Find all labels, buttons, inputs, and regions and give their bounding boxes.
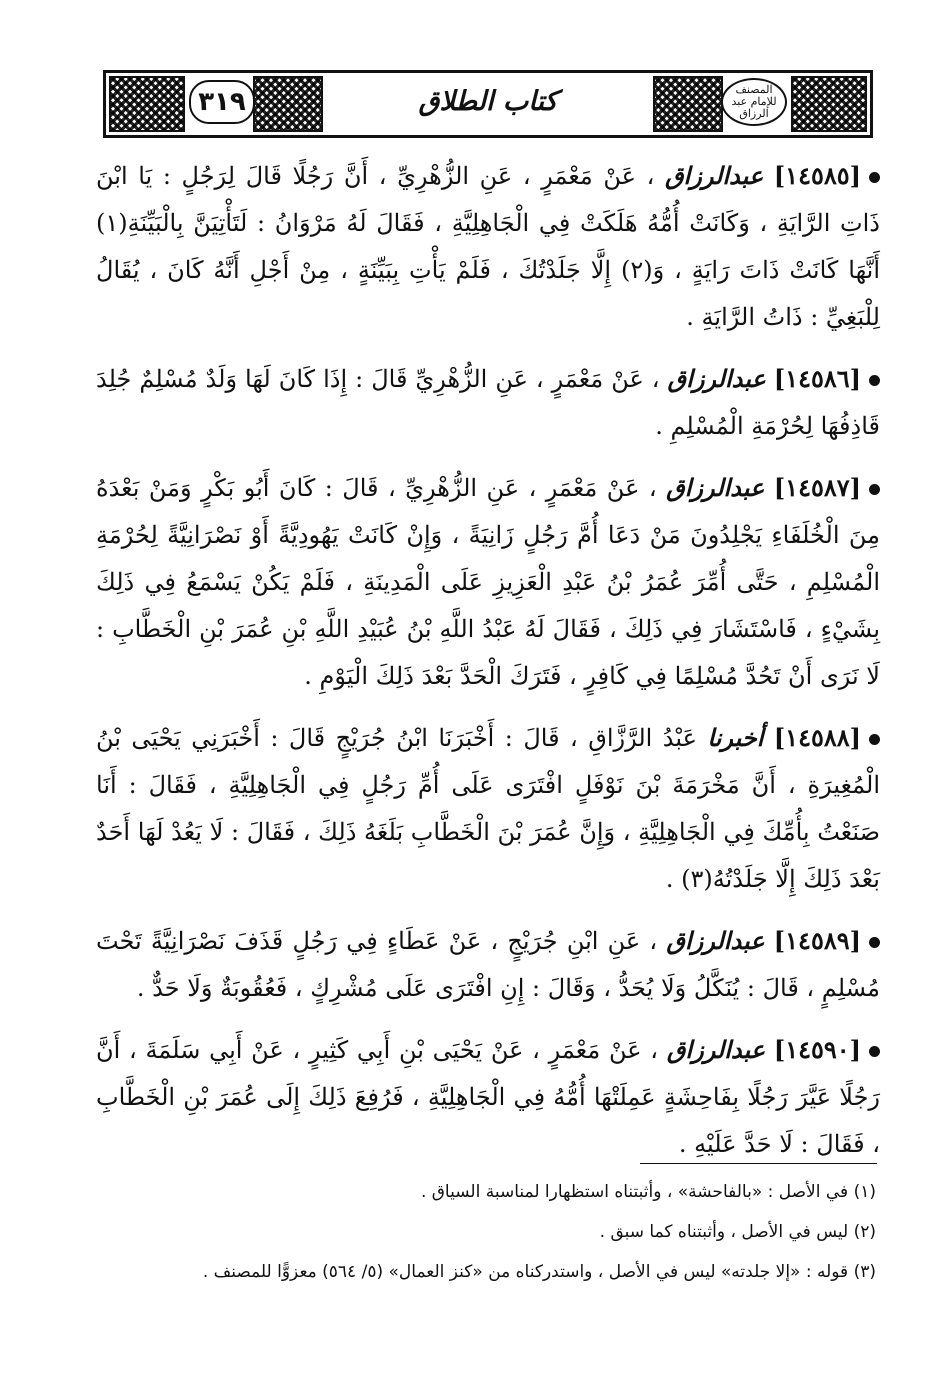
hadith-text: عَبْدُ الرَّزَّاقِ ، قَالَ : أَخْبَرَنَا ابْنُ جُرَيْجٍ قَالَ : أَخْبَرَنِي يَحْيَى بْنُ الْمُغِيرَةِ ، أَنَّ مَخْرَمَةَ بْنَ نَوْفَلٍ افْتَرَى عَلَى أُمِّ رَجُلٍ فِي الْجَاهِلِيَّةِ ، فَقَالَ : أَنَا صَنَعْتُ بِأُمِّكَ فِي الْجَاهِلِيَّةِ ، وَإِنَّ عُمَرَ بْنَ الْخَطَّابِ بَلَغَهُ ذَلِكَ ، فَقَالَ : لَا يَعُدْ لَهَا أَحَدٌ بَعْدَ ذَلِكَ إِلَّا جَلَدْتُهُ(٣) . — [96, 724, 880, 893]
hadith-number: [١٤٥٨٨] — [773, 723, 861, 752]
hadith-number: [١٤٥٨٧] — [773, 473, 861, 502]
footnote-divider — [640, 1163, 877, 1164]
page-header — [103, 70, 873, 138]
bullet-icon — [869, 375, 880, 386]
narrator-name: أخبرنا — [707, 723, 764, 752]
narrator-name: عبدالرزاق — [666, 1035, 766, 1064]
hadith-number: [١٤٥٨٥] — [773, 161, 861, 190]
chapter-title: كتاب الطلاق — [418, 85, 558, 117]
footnote-1: (١) في الأصل : «بالفاحشة» ، وأثبتناه استظهارا لمناسبة السياق . — [420, 1182, 876, 1202]
hadith-text: ، عَنْ مَعْمَرٍ ، عَنِ الزُّهْرِيِّ قَالَ : إِذَا كَانَ لَهَا وَلَدٌ مُسْلِمٌ جُلِدَ قَاذِفُهَا لِحُرْمَةِ الْمُسْلِمِ . — [96, 365, 880, 440]
narrator-name: عبدالرزاق — [666, 926, 765, 955]
narrator-name: عبدالرزاق — [667, 364, 766, 393]
hadith-paragraph — [96, 1026, 880, 1168]
hadith-paragraph — [96, 152, 880, 341]
bullet-icon — [869, 734, 880, 745]
book-logo: المصنف للإمام عبد الرزاق — [721, 78, 787, 126]
hadith-text: ، عَنْ مَعْمَرٍ ، عَنِ الزُّهْرِيِّ ، قَالَ : كَانَ أَبُو بَكْرٍ وَمَنْ بَعْدَهُ مِنَ الْخُلَفَاءِ يَجْلِدُونَ مَنْ دَعَا أُمَّ رَجُلٍ زَانِيَةً ، وَإِنْ كَانَتْ يَهُودِيَّةً أَوْ نَصْرَانِيَّةً لِحُرْمَةِ الْمُسْلِمِ ، حَتَّى أُمِّرَ عُمَرُ بْنُ عَبْدِ الْعَزِيزِ عَلَى الْمَدِينَةِ ، فَلَمْ يَكُنْ يَسْمَعُ فِي ذَلِكَ بِشَيْءٍ ، فَاسْتَشَارَ فِي ذَلِكَ ، فَقَالَ لَهُ عَبْدُ اللَّهِ بْنُ عُبَيْدِ اللَّهِ بْنِ عُمَرَ بْنِ الْخَطَّابِ : لَا نَرَى أَنْ تَحُدَّ مُسْلِمًا فِي كَافِرٍ ، فَتَرَكَ الْحَدَّ بَعْدَ ذَلِكَ الْيَوْمِ . — [96, 474, 880, 690]
bullet-icon — [869, 1046, 880, 1057]
hadith-number: [١٤٥٨٩] — [773, 926, 861, 955]
ornament-right-icon — [791, 76, 867, 132]
ornament-center-right-icon — [653, 76, 723, 132]
hadith-paragraph — [96, 714, 880, 903]
ornament-center-left-icon — [253, 76, 323, 132]
footnote-2: (٢) ليس في الأصل ، وأثبتناه كما سبق . — [599, 1222, 876, 1242]
footnotes — [96, 1172, 876, 1292]
hadith-number: [١٤٥٩٠] — [773, 1035, 861, 1064]
bullet-icon — [869, 172, 880, 183]
hadith-paragraph — [96, 355, 880, 450]
hadith-paragraph — [96, 917, 880, 1012]
ornament-left-icon — [109, 76, 185, 132]
hadith-number: [١٤٥٨٦] — [773, 364, 861, 393]
hadith-paragraph — [96, 464, 880, 700]
hadith-text: ، عَنِ ابْنِ جُرَيْجٍ ، عَنْ عَطَاءٍ فِي رَجُلٍ قَذَفَ نَصْرَانِيَّةً تَحْتَ مُسْلِمٍ ، قَالَ : يُنَكَّلُ وَلَا يُحَدُّ ، وَقَالَ : إِنِ افْتَرَى عَلَى مُشْرِكٍ ، فَعُقُوبَةٌ وَلَا حَدٌّ . — [96, 927, 880, 1002]
narrator-name: عبدالرزاق — [666, 473, 765, 502]
hadith-text: ، عَنْ مَعْمَرٍ ، عَنِ الزُّهْرِيِّ ، أَنَّ رَجُلًا قَالَ لِرَجُلٍ : يَا ابْنَ ذَاتِ الرَّايَةِ ، وَكَانَتْ أُمُّهُ هَلَكَتْ فِي الْجَاهِلِيَّةِ ، فَقَالَ لَهُ مَرْوَانُ : لَتَأْتِيَنَّ بِالْبَيِّنَةِ(١) أَنَّهَا كَانَتْ ذَاتَ رَايَةٍ ، وَ(٢) إِلَّا جَلَدْتُكَ ، فَلَمْ يَأْتِ بِبَيِّنَةٍ ، مِنْ أَجْلِ أَنَّهُ كَانَ ، يُقَالُ لِلْبَغِيِّ : ذَاتُ الرَّايَةِ . — [96, 162, 880, 331]
hadith-text: ، عَنْ مَعْمَرٍ ، عَنْ يَحْيَى بْنِ أَبِي كَثِيرٍ ، عَنْ أَبِي سَلَمَةَ ، أَنَّ رَجُلًا عَيَّرَ رَجُلًا بِفَاحِشَةٍ عَمِلَتْهَا أُمُّهُ فِي الْجَاهِلِيَّةِ ، فَرُفِعَ ذَلِكَ إِلَى عُمَرَ بْنِ الْخَطَّابِ ، فَقَالَ : لَا حَدَّ عَلَيْهِ . — [96, 1036, 880, 1158]
page-number: ٣١٩ — [189, 80, 255, 124]
bullet-icon — [869, 937, 880, 948]
narrator-name: عبدالرزاق — [664, 161, 764, 190]
bullet-icon — [869, 484, 880, 495]
footnote-3: (٣) قوله : «إلا جلدته» ليس في الأصل ، واستدركناه من «كنز العمال» (٥/ ٥٦٤) معزوًّا للمصنف . — [202, 1262, 876, 1282]
main-text — [96, 152, 880, 1182]
